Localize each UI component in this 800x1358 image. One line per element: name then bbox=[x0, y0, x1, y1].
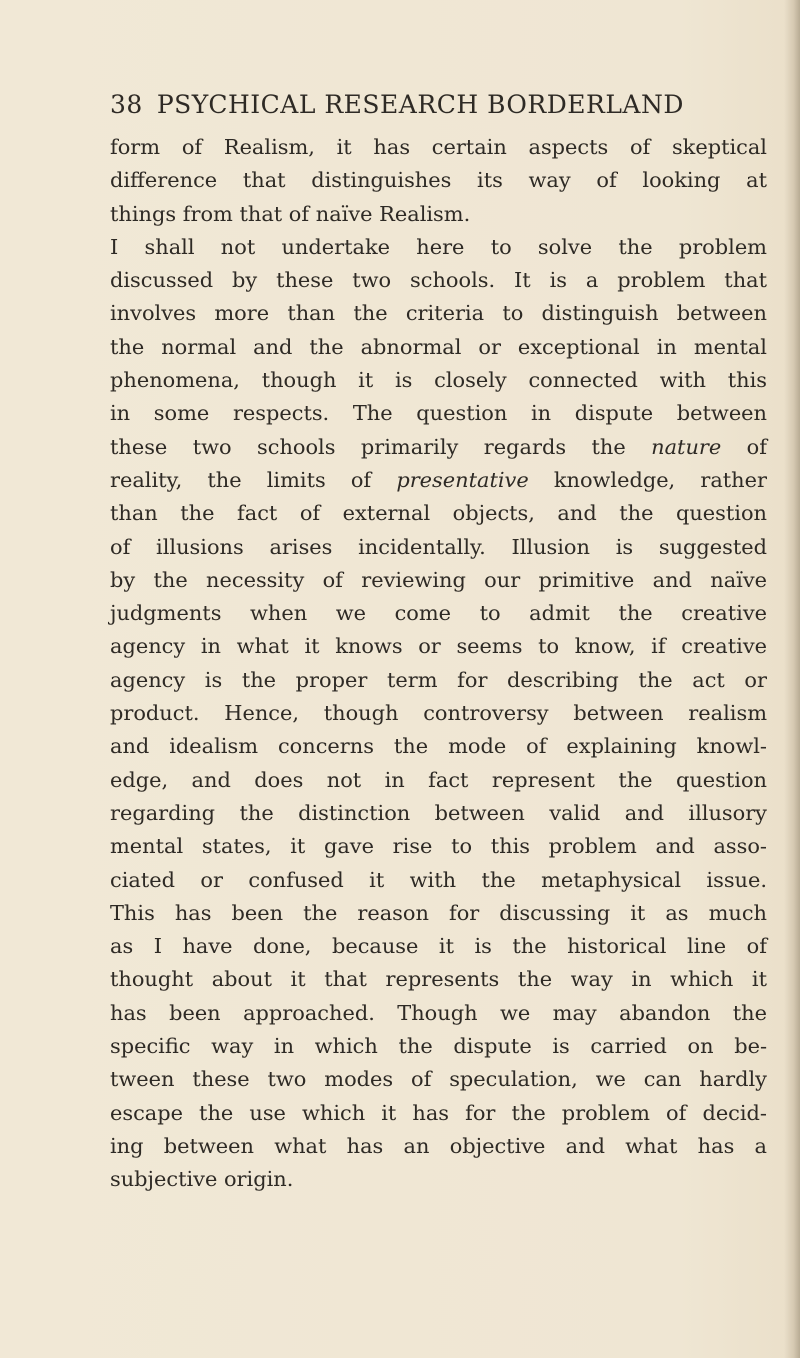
text-line: form of Realism, it has certain aspects of skeptical bbox=[110, 135, 767, 159]
text-line: judgments when we come to admit the creative bbox=[110, 601, 767, 626]
page-number: 38 bbox=[110, 90, 143, 119]
text-line: of illusions arises incidentally. Illusion is suggested bbox=[110, 534, 767, 559]
text-line: edge, and does not in fact represent the question bbox=[110, 767, 767, 792]
text-line: escape the use which it has for the problem of decid- bbox=[110, 1100, 767, 1125]
text-line: mental states, it gave rise to this problem and asso- bbox=[110, 834, 767, 859]
running-header bbox=[110, 90, 750, 119]
body-text bbox=[110, 131, 767, 1197]
text-line: ing between what has an objective and what has a bbox=[110, 1133, 767, 1158]
page-edge-shadow bbox=[784, 0, 800, 1358]
text-line: discussed by these two schools. It is a problem that bbox=[110, 268, 767, 293]
text-line: tween these two modes of speculation, we can hardly bbox=[110, 1067, 767, 1092]
text-line: things from that of naïve Realism. bbox=[110, 201, 471, 226]
text-line: agency in what it knows or seems to know, if creative bbox=[110, 634, 767, 659]
text-line: the normal and the abnormal or exceptional in mental bbox=[110, 334, 767, 359]
running-title: PSYCHICAL RESEARCH BORDERLAND bbox=[156, 90, 684, 119]
text-line: by the necessity of reviewing our primitive and naïve bbox=[110, 567, 767, 592]
text-line: phenomena, though it is closely connected with this bbox=[110, 368, 767, 393]
text-line: This has been the reason for discussing it as much bbox=[110, 900, 767, 925]
text-line: difference that distinguishes its way of looking at bbox=[110, 168, 767, 193]
text-line: agency is the proper term for describing the act or bbox=[110, 667, 767, 692]
text-line: subjective origin. bbox=[110, 1167, 294, 1192]
text-line: thought about it that represents the way in which it bbox=[110, 967, 767, 992]
text-line: has been approached. Though we may abandon the bbox=[110, 1000, 767, 1025]
text-line: product. Hence, though controversy between realism bbox=[110, 701, 767, 726]
text-line: in some respects. The question in dispute between bbox=[110, 401, 767, 426]
text-line: as I have done, because it is the historical line of bbox=[110, 934, 767, 959]
italic-term: presentative bbox=[396, 467, 529, 492]
text-line: regarding the distinction between valid and illusory bbox=[110, 800, 767, 825]
text-line: and idealism concerns the mode of explaining knowl- bbox=[110, 734, 767, 759]
text-line: I shall not undertake here to solve the problem bbox=[110, 234, 767, 259]
text-line: involves more than the criteria to distinguish between bbox=[110, 301, 767, 326]
text-line: reality, the limits of presentative knowledge, rather bbox=[110, 467, 767, 492]
text-line: than the fact of external objects, and the question bbox=[110, 501, 767, 526]
italic-term: nature bbox=[651, 434, 722, 459]
text-line: ciated or confused it with the metaphysical issue. bbox=[110, 867, 767, 892]
text-line: specific way in which the dispute is carried on be- bbox=[110, 1034, 767, 1059]
text-line: these two schools primarily regards the nature of bbox=[110, 434, 767, 459]
